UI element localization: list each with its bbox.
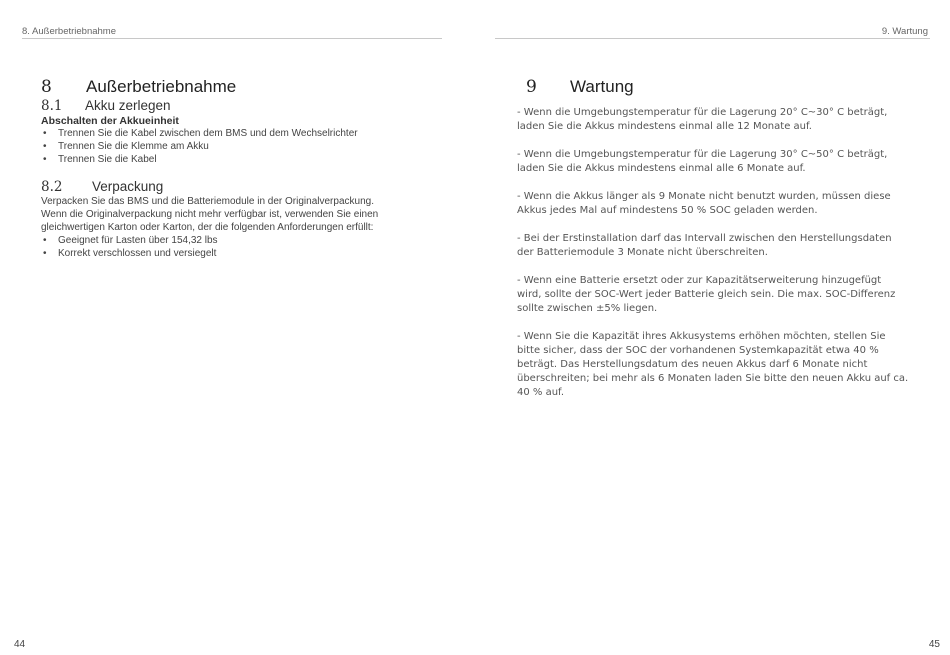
header-rule-right bbox=[495, 38, 930, 39]
page-number-left: 44 bbox=[14, 639, 26, 650]
maintenance-item bbox=[517, 148, 927, 176]
section-number: 9 bbox=[526, 77, 537, 97]
text-line: bitte sicher, dass der SOC der vorhandenen Systemkapazität etwa 40 % bbox=[517, 345, 879, 356]
list-item: • Geeignet für Lasten über 154,32 lbs bbox=[43, 235, 218, 246]
text-line: sollte zwischen ±5% liegen. bbox=[517, 303, 658, 314]
subsection-title: Akku zerlegen bbox=[85, 98, 171, 113]
maintenance-item bbox=[517, 106, 927, 134]
text-line: überschreiten; bei mehr als 6 Monaten laden Sie bitte den neuen Akku auf ca. bbox=[517, 373, 909, 384]
section-title: Außerbetriebnahme bbox=[86, 77, 237, 96]
text-line: laden Sie die Akkus mindestens einmal alle 6 Monate auf. bbox=[517, 163, 806, 174]
subsection-heading-8-1 bbox=[41, 98, 171, 114]
running-header-right: 9. Wartung bbox=[881, 26, 928, 37]
bullet-icon: • bbox=[43, 141, 47, 152]
section-heading-8 bbox=[41, 77, 236, 97]
bullet-list-verpackung bbox=[41, 234, 218, 260]
section-heading-9 bbox=[526, 77, 634, 97]
text-line: - Wenn eine Batterie ersetzt oder zur Kapazitätserweiterung hinzugefügt bbox=[517, 275, 882, 286]
maintenance-list bbox=[517, 106, 927, 414]
paragraph-line: Verpacken Sie das BMS und die Batteriemodule in der Originalverpackung. bbox=[41, 196, 374, 207]
subsection-number: 8.1 bbox=[41, 98, 63, 114]
page-number-right: 45 bbox=[928, 639, 940, 650]
text-line: Akkus jedes Mal auf mindestens 50 % SOC geladen werden. bbox=[517, 205, 818, 216]
maintenance-item bbox=[517, 274, 927, 316]
list-item: • Trennen Sie die Kabel bbox=[43, 154, 157, 165]
paragraph-line: gleichwertigen Karton oder Karton, der die folgenden Anforderungen erfüllt: bbox=[41, 222, 374, 234]
list-item: • Trennen Sie die Kabel zwischen dem BMS und dem Wechselrichter bbox=[43, 128, 358, 139]
text-line: 40 % auf. bbox=[517, 387, 565, 398]
subsection-title: Verpackung bbox=[92, 179, 164, 194]
header-rule-left bbox=[22, 38, 442, 39]
bullet-icon: • bbox=[43, 248, 47, 259]
text-line: beträgt. Das Herstellungsdatum des neuen Akkus darf 6 Monate nicht bbox=[517, 359, 868, 370]
subheading-abschalten: Abschalten der Akkueinheit bbox=[41, 115, 179, 127]
maintenance-item bbox=[517, 190, 927, 218]
bullet-icon: • bbox=[43, 128, 47, 139]
paragraph-line: Wenn die Originalverpackung nicht mehr verfügbar ist, verwenden Sie einen bbox=[41, 209, 379, 221]
maintenance-item bbox=[517, 330, 927, 400]
maintenance-item bbox=[517, 232, 927, 260]
bullet-list-zerlegen bbox=[41, 127, 358, 166]
running-header-left: 8. Außerbetriebnahme bbox=[22, 26, 117, 37]
bullet-icon: • bbox=[43, 154, 47, 165]
subsection-number: 8.2 bbox=[41, 179, 63, 195]
list-item: • Korrekt verschlossen und versiegelt bbox=[43, 248, 217, 259]
bullet-icon: • bbox=[43, 235, 47, 246]
text-line: der Batteriemodule 3 Monate nicht überschreiten. bbox=[517, 247, 768, 258]
text-line: - Bei der Erstinstallation darf das Intervall zwischen den Herstellungsdaten bbox=[517, 233, 892, 244]
right-page bbox=[475, 0, 950, 655]
text-line: - Wenn Sie die Kapazität ihres Akkusystems erhöhen möchten, stellen Sie bbox=[517, 331, 886, 342]
paragraph-verpackung bbox=[41, 195, 421, 235]
text-line: laden Sie die Akkus mindestens einmal alle 12 Monate auf. bbox=[517, 121, 812, 132]
text-line: - Wenn die Umgebungstemperatur für die Lagerung 20° C~30° C beträgt, bbox=[517, 107, 888, 118]
section-title: Wartung bbox=[570, 77, 634, 96]
text-line: - Wenn die Akkus länger als 9 Monate nicht benutzt wurden, müssen diese bbox=[517, 191, 891, 202]
list-item: • Trennen Sie die Klemme am Akku bbox=[43, 141, 209, 152]
section-number: 8 bbox=[41, 77, 52, 97]
subsection-heading-8-2 bbox=[41, 179, 163, 195]
text-line: wird, sollte der SOC-Wert jeder Batterie gleich sein. Die max. SOC-Differenz bbox=[517, 289, 896, 300]
text-line: - Wenn die Umgebungstemperatur für die Lagerung 30° C~50° C beträgt, bbox=[517, 149, 888, 160]
